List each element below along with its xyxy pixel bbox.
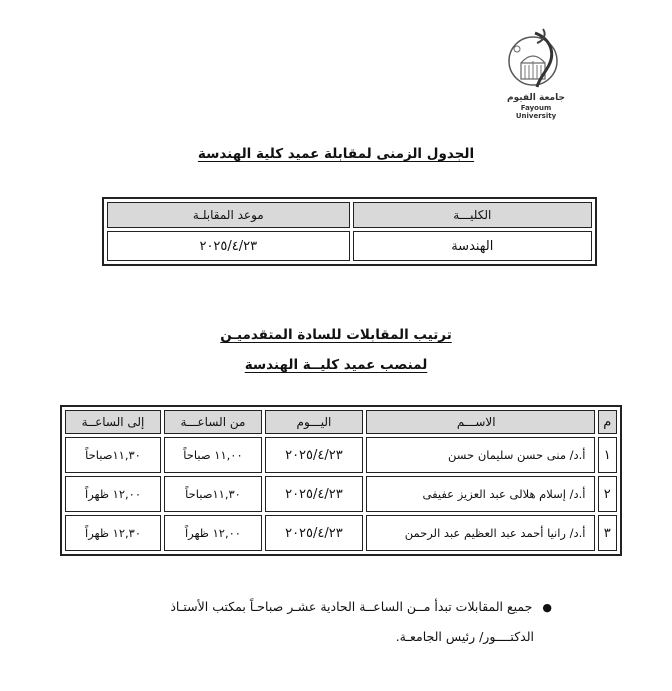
page-title: الجدول الزمنى لمقابلة عميد كلية الهندسة [197, 146, 475, 162]
note-line-1 [0, 592, 552, 622]
header-name: الاســـم [366, 410, 595, 434]
table-row [65, 476, 617, 512]
schedule-table [60, 405, 622, 556]
row-from-time: ١١,٠٠ صباحاً [164, 437, 262, 473]
schedule-subtitle-line1: ترتيب المقابلات للسادة المتقدميـن [220, 327, 452, 343]
summary-header-date: موعد المقابلـة [107, 202, 350, 228]
summary-header-faculty: الكليـــة [353, 202, 592, 228]
logo-english-text: Fayoum University [515, 104, 557, 120]
row-name: أ.د/ رانيا أحمد عبد العظيم عبد الرحمن [366, 515, 595, 551]
row-index: ١ [598, 437, 618, 473]
schedule-subtitle-line2: لمنصب عميد كليــة الهندسة [244, 357, 428, 373]
row-from-time: ١١,٣٠صباحاً [164, 476, 262, 512]
note-line-1-text: جميع المقابلات تبدأ مــن الساعــة الحادية عشـر صباحـاً بمكتب الأستـاذ [170, 599, 533, 614]
header-day: اليـــوم [265, 410, 363, 434]
row-day: ٢٠٢٥/٤/٢٣ [265, 437, 363, 473]
summary-table [102, 197, 597, 266]
interview-note [0, 592, 552, 651]
bullet-icon: ● [542, 601, 552, 614]
row-name: أ.د/ منى حسن سليمان حسن [366, 437, 595, 473]
note-line-2: الدكتــــور/ رئيس الجامعـة. [395, 629, 534, 644]
row-from-time: ١٢,٠٠ ظهراً [164, 515, 262, 551]
row-to-time: ١٢,٣٠ ظهراً [65, 515, 161, 551]
row-index: ٢ [598, 476, 618, 512]
table-row [65, 515, 617, 551]
row-index: ٣ [598, 515, 618, 551]
row-to-time: ١٢,٠٠ ظهراً [65, 476, 161, 512]
table-row [65, 437, 617, 473]
row-name: أ.د/ إسلام هلالى عبد العزيز عفيفى [366, 476, 595, 512]
row-day: ٢٠٢٥/٤/٢٣ [265, 476, 363, 512]
summary-date-value: ٢٠٢٥/٤/٢٣ [107, 231, 350, 261]
header-to-time: إلى الساعــة [65, 410, 161, 434]
row-to-time: ١١,٣٠صباحاً [65, 437, 161, 473]
university-emblem-icon [503, 25, 569, 93]
header-index: م [598, 410, 618, 434]
university-logo [503, 25, 569, 120]
header-from-time: من الساعـــة [164, 410, 262, 434]
row-day: ٢٠٢٥/٤/٢٣ [265, 515, 363, 551]
logo-arabic-text: جامعة الفيوم [507, 93, 565, 103]
summary-faculty-value: الهندسة [353, 231, 592, 261]
